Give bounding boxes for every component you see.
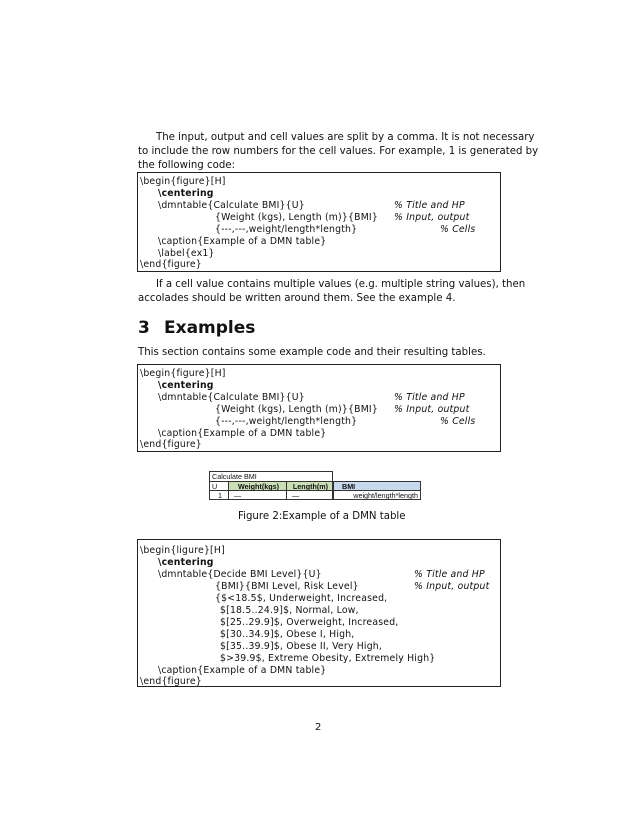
code2-line-2: \centering (158, 380, 214, 391)
code-block-3 (137, 539, 501, 687)
code1-comment-cells: % Cells (440, 224, 476, 235)
code1-comment-io: % Input, output (394, 212, 470, 223)
dmn-input-header-weight: Weight(kgs) (228, 481, 287, 491)
dmn-row-number: 1 (209, 490, 229, 500)
dmn-table (209, 471, 421, 502)
intro-line-2: to include the row numbers for the cell values. For example, 1 is generated by (138, 146, 539, 157)
code2-comment-cells: % Cells (440, 416, 476, 427)
dmn-output-header: BMI (333, 481, 421, 491)
dmn-table-title: Calculate BMI (209, 471, 333, 482)
code-block-2 (137, 364, 501, 452)
dmn-cell-length: — (286, 490, 333, 500)
dmn-input-header-length: Length(m) (286, 481, 333, 491)
code2-line-7: \end{figure} (140, 439, 202, 450)
intro-line-3: the following code: (138, 160, 235, 171)
dmn-cell-weight: — (228, 490, 287, 500)
code3-line-6: $[18.5..24.9]$, Normal, Low, (220, 605, 359, 616)
dmn-hit-policy: U (209, 481, 229, 491)
code3-comment-io: % Input, output (414, 581, 490, 592)
code1-comment-title: % Title and HP (394, 200, 465, 211)
code1-line-5: {---,---,weight/length*length} (215, 224, 358, 235)
code3-line-9: $[35..39.9]$, Obese II, Very High, (220, 641, 383, 652)
code3-line-8: $[30..34.9]$, Obese I, High, (220, 629, 355, 640)
figure-2-caption: Figure 2:Example of a DMN table (238, 511, 406, 522)
code2-line-5: {---,---,weight/length*length} (215, 416, 358, 427)
section-intro: This section contains some example code and their resulting tables. (138, 347, 486, 358)
code3-line-11: \caption{Example of a DMN table} (158, 665, 327, 676)
code2-comment-io: % Input, output (394, 404, 470, 415)
code1-line-3: \dmntable{Calculate BMI}{U} (158, 200, 305, 211)
multi-line-1: If a cell value contains multiple values (e.g. multiple string values), then (156, 279, 526, 290)
code3-comment-title: % Title and HP (414, 569, 485, 580)
dmn-cell-bmi: weight/length*length (333, 490, 421, 500)
code3-line-10: $>39.9$, Extreme Obesity, Extremely High} (220, 653, 436, 664)
code1-line-7: \label{ex1} (158, 248, 215, 259)
multi-line-2: accolades should be written around them. See the example 4. (138, 293, 456, 304)
code3-line-12: \end{figure} (140, 676, 202, 687)
code1-line-1: \begin{figure}[H] (140, 176, 226, 187)
code3-line-2: \centering (158, 557, 214, 568)
code3-line-5: {$<18.5$, Underweight, Increased, (215, 593, 388, 604)
code1-line-4: {Weight (kgs), Length (m)}{BMI} (215, 212, 378, 223)
code3-line-1: \begin{ligure}[H] (140, 545, 225, 556)
code-block-1 (137, 172, 501, 272)
section-number: 3 (138, 318, 150, 338)
code3-line-7: $[25..29.9]$, Overweight, Increased, (220, 617, 399, 628)
code3-line-3: \dmntable{Decide BMI Level}{U} (158, 569, 322, 580)
intro-line-1: The input, output and cell values are split by a comma. It is not necessary (156, 132, 535, 143)
code2-line-4: {Weight (kgs), Length (m)}{BMI} (215, 404, 378, 415)
section-title: Examples (164, 318, 256, 338)
code2-line-6: \caption{Example of a DMN table} (158, 428, 327, 439)
code1-line-6: \caption{Example of a DMN table} (158, 236, 327, 247)
page-number: 2 (315, 722, 322, 733)
code2-line-3: \dmntable{Calculate BMI}{U} (158, 392, 305, 403)
code1-line-2: \centering (158, 188, 214, 199)
code3-line-4: {BMI}{BMI Level, Risk Level} (215, 581, 359, 592)
code1-line-8: \end{figure} (140, 259, 202, 270)
code2-line-1: \begin{figure}[H] (140, 368, 226, 379)
code2-comment-title: % Title and HP (394, 392, 465, 403)
